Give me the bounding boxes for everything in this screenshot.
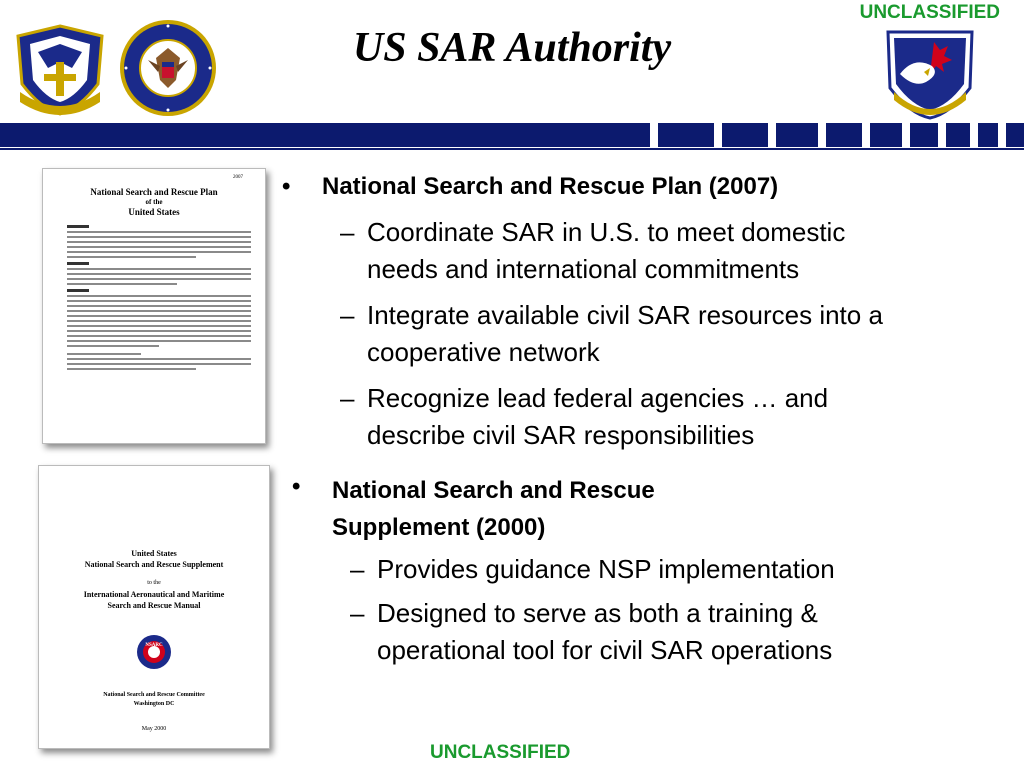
bullet-icon: •: [282, 173, 291, 200]
doc-title-line: National Search and Rescue Plan: [90, 187, 218, 197]
doc2-title: [39, 548, 269, 611]
item-line: Coordinate SAR in U.S. to meet domestic: [367, 217, 846, 247]
doc-title: [43, 187, 265, 217]
doc-year: 2007: [233, 175, 243, 180]
item-line: describe civil SAR responsibilities: [367, 420, 755, 450]
item-line: operational tool for civil SAR operations: [377, 635, 833, 665]
heading-line: National Search and Rescue: [332, 477, 655, 504]
dash-icon: –: [350, 554, 365, 584]
doc-title-line: United States: [128, 207, 180, 217]
item-line: Integrate available civil SAR resources into a: [367, 300, 883, 330]
doc2-title-line: United States: [131, 549, 177, 558]
dash-icon: –: [350, 598, 365, 628]
header-rule: [0, 148, 1024, 150]
doc2-footer: [39, 691, 269, 709]
nsp-document-thumbnail: [42, 168, 266, 444]
nss-document-thumbnail: [38, 465, 270, 749]
doc-body-text: [67, 221, 251, 373]
doc2-title-line: to the: [147, 580, 161, 586]
doc2-title-line: Search and Rescue Manual: [107, 601, 201, 610]
item-line: Recognize lead federal agencies … and: [367, 383, 829, 413]
bullet-icon: •: [292, 473, 301, 500]
item-line: cooperative network: [367, 337, 600, 367]
section-heading: [332, 472, 655, 546]
dash-icon: –: [340, 217, 355, 247]
item-line: Designed to serve as both a training &: [377, 598, 818, 628]
slide-title: US SAR Authority: [352, 25, 672, 71]
header-band: [0, 123, 1024, 147]
heading-line: Supplement (2000): [332, 514, 546, 541]
dash-icon: –: [340, 383, 355, 413]
doc2-date: May 2000: [141, 726, 167, 732]
nsarc-seal-label: NSARC: [145, 643, 163, 648]
doc2-title-line: National Search and Rescue Supplement: [84, 560, 224, 569]
classification-bottom: UNCLASSIFIED: [430, 742, 571, 763]
doc2-footer-line: National Search and Rescue Committee: [103, 692, 205, 698]
section-heading: National Search and Rescue Plan (2007): [322, 173, 779, 200]
doc2-title-line: International Aeronautical and Maritime: [83, 590, 225, 599]
item-line: needs and international commitments: [367, 254, 800, 284]
dash-icon: –: [340, 300, 355, 330]
doc-title-line: of the: [145, 198, 163, 206]
item-line: Provides guidance NSP implementation: [377, 554, 835, 584]
classification-top: UNCLASSIFIED: [859, 2, 1000, 23]
doc2-footer-line: Washington DC: [133, 701, 175, 707]
